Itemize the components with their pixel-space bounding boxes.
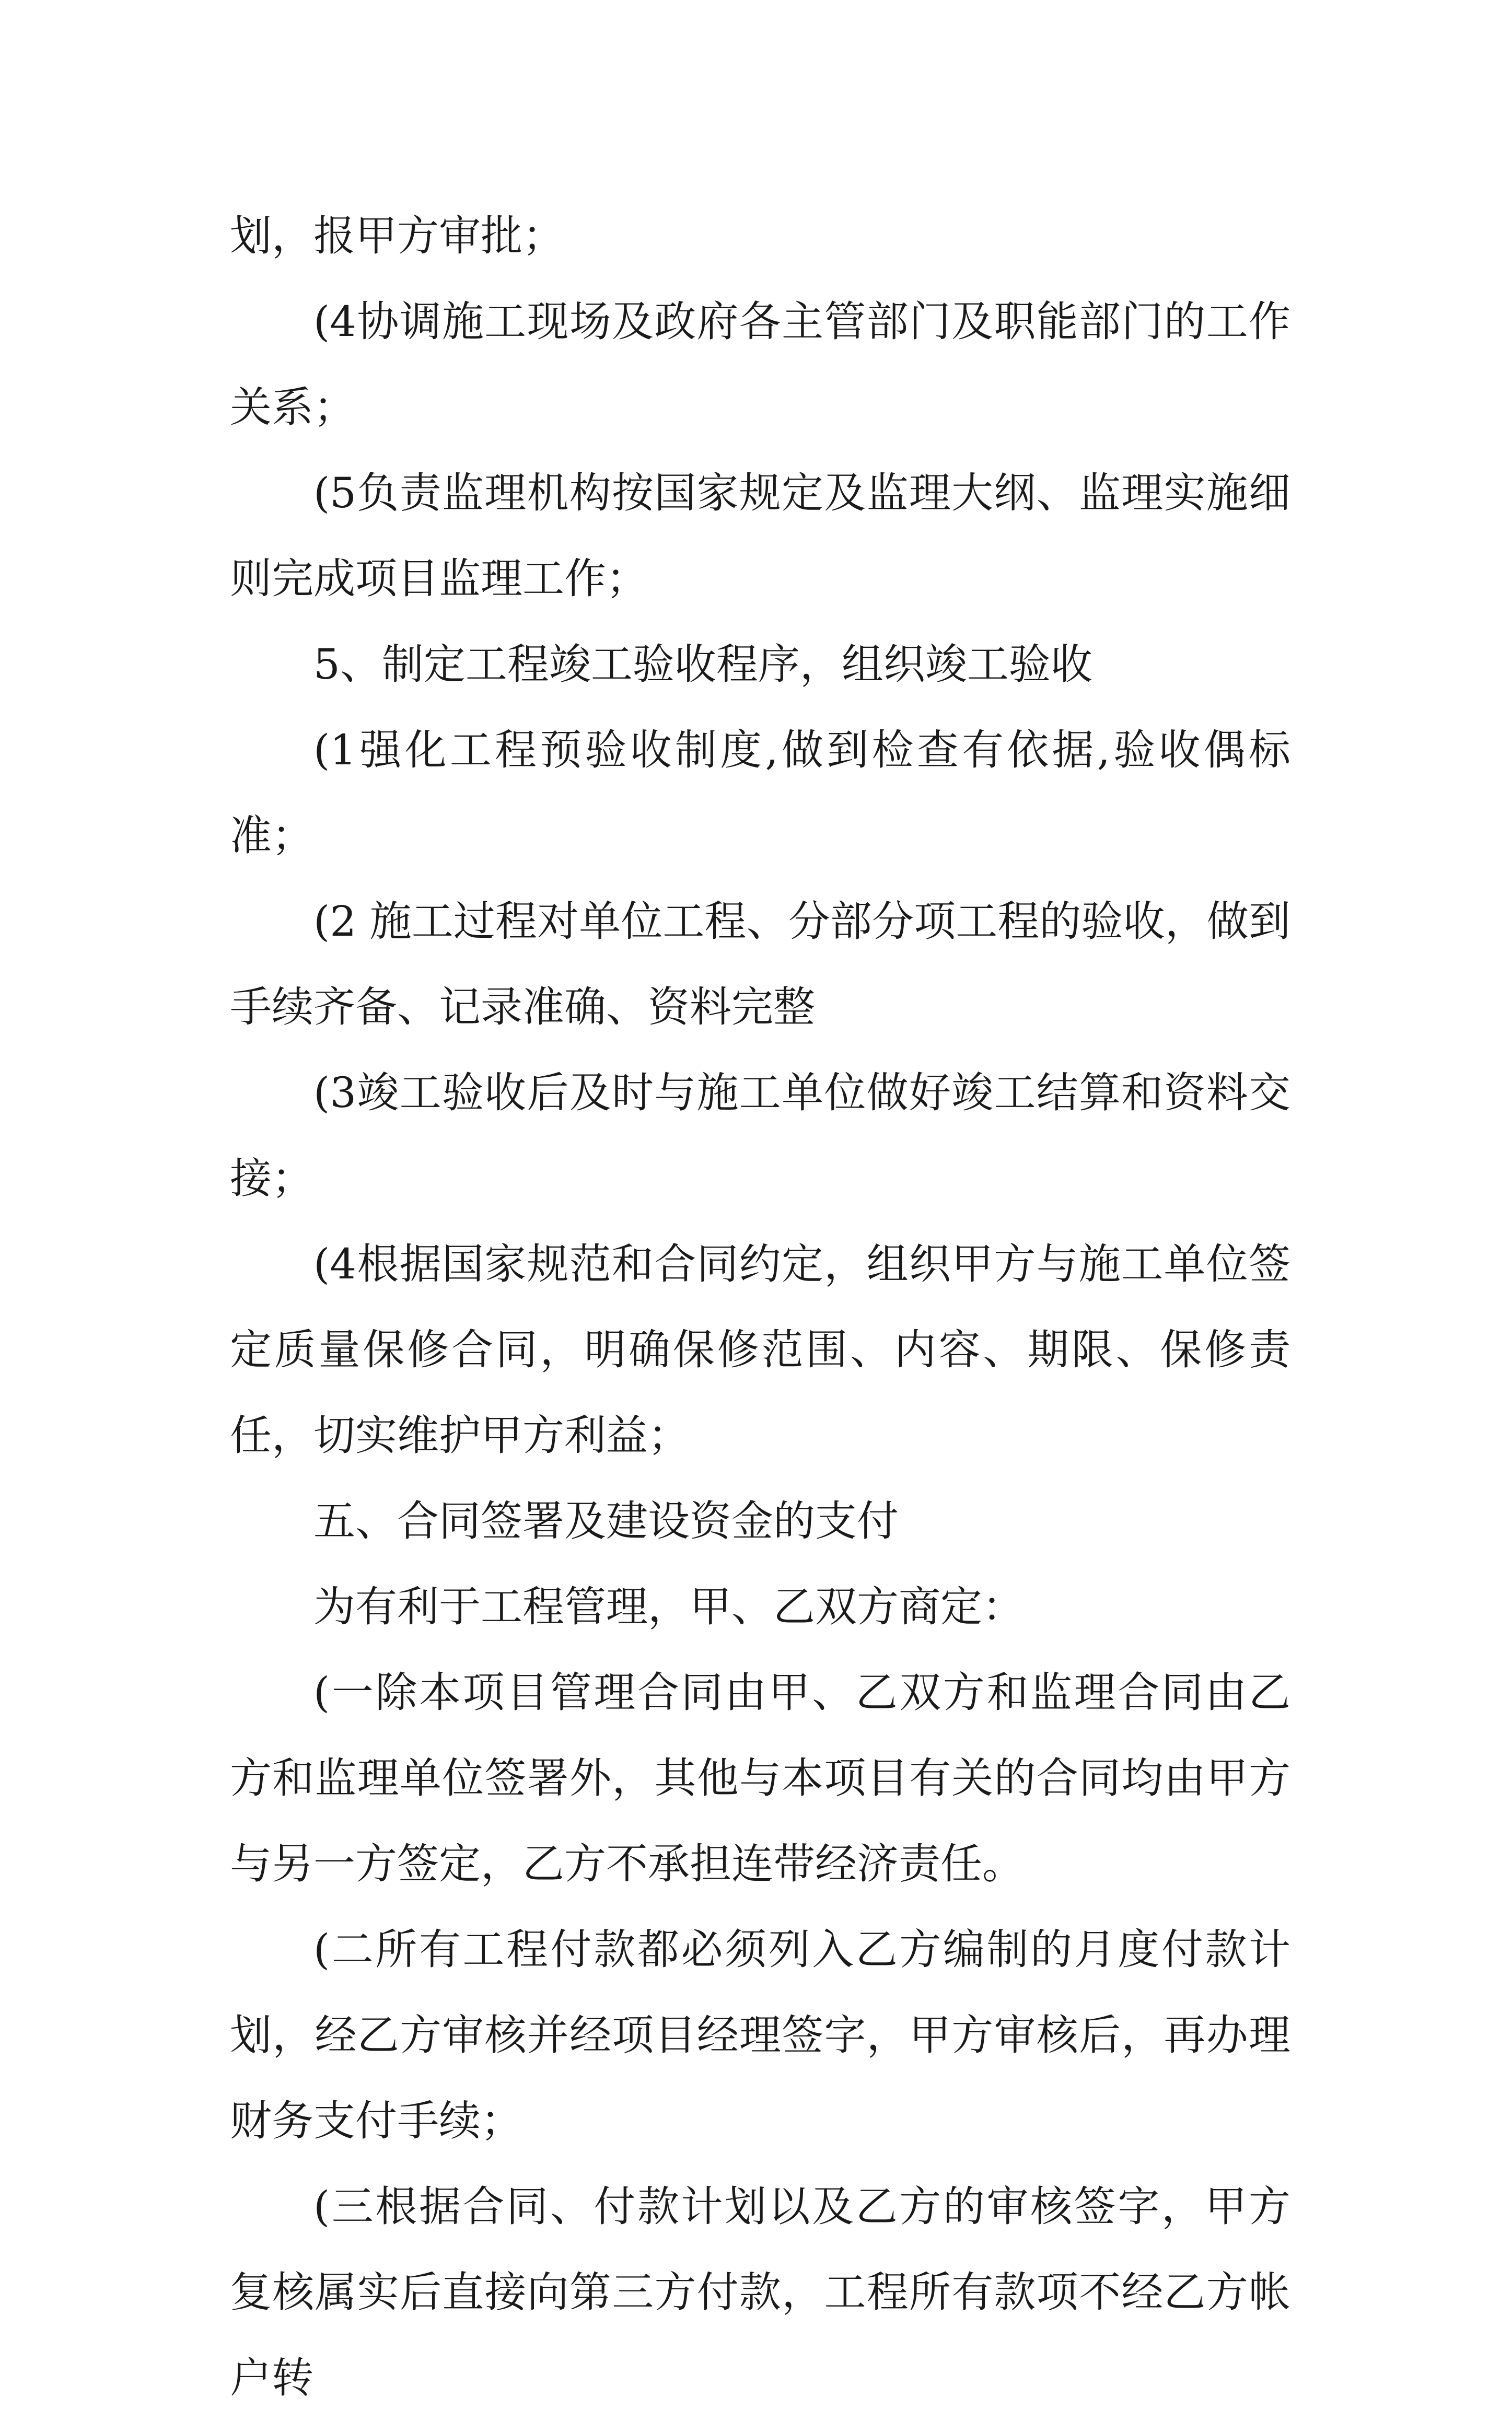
paragraph-1: 划，报甲方审批； [230,212,564,260]
paragraph-6: (2 施工过程对单位工程、分部分项工程的验收，做到手续齐备、记录准确、资料完整 [230,897,1290,1031]
paragraph-11: (一除本项目管理合同由甲、乙双方和监理合同由乙方和监理单位签署外，其他与本项目有关的合同均由甲方与另一方签定，乙方不承担连带经济责任。 [230,1668,1290,1888]
document-body [230,193,1290,2421]
paragraph-9: 五、合同签署及建设资金的支付 [313,1497,899,1545]
paragraph-10: 为有利于工程管理，甲、乙双方商定： [313,1582,1024,1631]
paragraph-2: (4协调施工现场及政府各主管部门及职能部门的工作关系； [230,297,1290,432]
paragraph-13: (三根据合同、付款计划以及乙方的审核签字，甲方复核属实后直接向第三方付款，工程所有款项不经乙方帐户转 [230,2182,1290,2402]
paragraph-12: (二所有工程付款都必须列入乙方编制的月度付款计划，经乙方审核并经项目经理签字，甲方审核后，再办理财务支付手续； [230,1925,1290,2145]
paragraph-3: (5负责监理机构按国家规定及监理大纲、监理实施细则完成项目监理工作； [230,469,1290,603]
paragraph-7: (3竣工验收后及时与施工单位做好竣工结算和资料交接； [230,1068,1290,1203]
paragraph-5: (1强化工程预验收制度,做到检查有依据,验收偶标准； [230,726,1290,860]
paragraph-4: 5、制定工程竣工验收程序，组织竣工验收 [313,640,1092,689]
paragraph-8: (4根据国家规范和合同约定，组织甲方与施工单位签定质量保修合同，明确保修范围、内容、期限、保修责任，切实维护甲方利益； [230,1240,1290,1460]
